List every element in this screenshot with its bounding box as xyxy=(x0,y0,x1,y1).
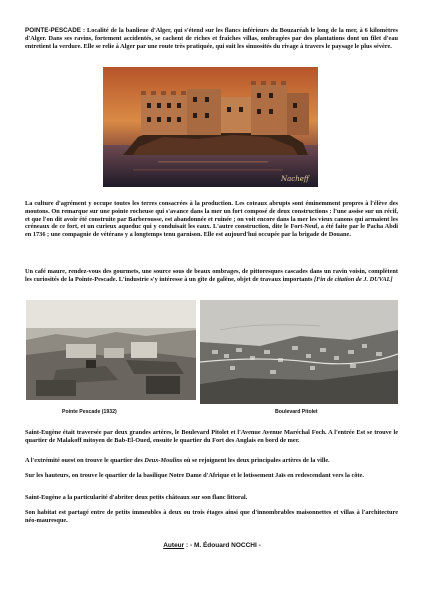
author-sep: : xyxy=(184,542,190,549)
habitat-paragraph: Son habitat est partagé entre de petits immeubles à deux ou trois étages ainsi que d'innombrables maisonnettes et villas à l'architecture néo-mauresque. xyxy=(25,509,398,524)
pointe-pescade-photo xyxy=(26,300,196,400)
ouest-italic: Deux-Moulins xyxy=(144,457,183,464)
ouest-after: où se rejoignent les deux principales artères de la ville. xyxy=(182,457,330,464)
author-label: Auteur xyxy=(163,542,185,549)
intro-lead: POINTE-PESCADE xyxy=(25,27,81,34)
fort-illustration xyxy=(103,67,318,187)
caption-boulevard-pitolet: Boulevard Pitolet xyxy=(275,409,318,415)
caption-pointe-pescade: Pointe Pescade (1932) xyxy=(62,409,117,415)
pointe-pescade-illustration xyxy=(26,300,196,400)
chateaux-paragraph: Saint-Eugène a la particularité d'abriter deux petits châteaux sur son flanc littoral. xyxy=(25,494,248,501)
cafe-text: Un café maure, rendez-vous des gourmets, une source sous de beaux ombrages, de pittoresques cascades dans un ravin voisin, complètent les curiosités de la Pointe-Pescade. L'industrie s'y intéresse à un gîte de galène, objet de travaux importants xyxy=(25,268,398,283)
fort-photo xyxy=(103,67,318,187)
saint-eugene-paragraph: Saint-Eugène était traversée par deux grandes artères, le Boulevard Pitolet et l'Avenue Avenue Maréchal Foch. A l'entrée Est se trouve le quartier de Malakoff mitoyen de Bab-El-Oued, ensuite le quartier du Fort des Anglais en bord de mer. xyxy=(25,429,398,444)
intro-paragraph xyxy=(25,27,398,50)
ouest-before: A l'extrémité ouest on trouve le quartier des xyxy=(25,457,145,464)
author-name: - M. Édouard NOCCHI - xyxy=(189,542,261,549)
boulevard-pitolet-illustration xyxy=(200,300,398,404)
intro-text: : Localité de la banlieue d'Alger, qui s'étend sur les flancs inférieurs du Bouzaréah le long de la mer, à 6 kilomètres d'Alger. Dans ses ravins, fortement accidentés, se cachent de riches et fraîches villas, ombragées par des plantations dont un filet d'eau entretient la verdure. Elle se relie à Alger par une route très pratiquée, qui suit les sinuosités du rivage à travers le paysage le plus sévère. xyxy=(25,27,398,50)
cafe-paragraph xyxy=(25,268,398,284)
ouest-paragraph xyxy=(25,457,398,465)
culture-paragraph: La culture d'agrément y occupe toutes les terres consacrées à la production. Les coteaux abrupts sont éminemment propres à l'élève des moutons. On remarque sur une pointe rocheuse qui s'avance dans la mer un fort composé de deux constructions : l'une assise sur un récif, et que l'on dit avoir été construite par Barberousse, est abandonnée et ruinée ; on voit encore dans la mer les vieux canons qui armaient les créneaux de ce fort, et un curieux aqueduc qui y conduisait les eaux. L'autre construction, dite le Fort-Neuf, a été faite par le Pacha Abdi en 1736 ; une compagnie de vétérans y a longtemps tenu garnison. Elle est aujourd'hui occupée par la brigade de Douane. xyxy=(25,200,398,239)
author-line xyxy=(0,542,424,549)
photo-signature: Nacheff xyxy=(281,175,309,183)
hauteurs-paragraph: Sur les hauteurs, on trouve le quartier de la basilique Notre Dame d'Afrique et le lotissement Jaïs en redescendant vers la côte. xyxy=(25,472,364,479)
cafe-citation: [Fin de citation de J. DUVAL] xyxy=(314,275,393,283)
boulevard-pitolet-photo xyxy=(200,300,398,404)
